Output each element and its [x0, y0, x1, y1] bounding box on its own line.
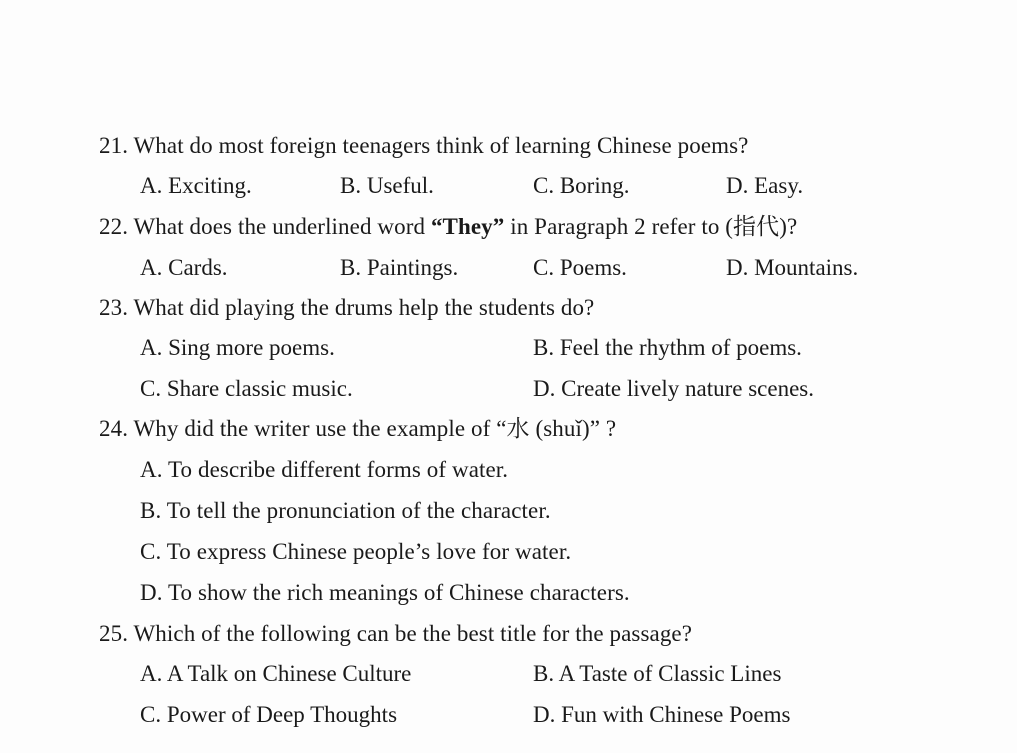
- question-25-option-a: A. A Talk on Chinese Culture: [140, 661, 412, 686]
- question-23-option-b: B. Feel the rhythm of poems.: [533, 335, 802, 360]
- question-23-options-row-1: [0, 334, 1017, 362]
- question-21-option-b: B. Useful.: [340, 173, 434, 198]
- question-22-option-b: B. Paintings.: [340, 255, 459, 280]
- question-22-stem: [99, 213, 797, 241]
- question-24-stem: 24. Why did the writer use the example of “水 (shuǐ)” ?: [99, 416, 617, 441]
- question-22-option-d: D. Mountains.: [726, 255, 859, 280]
- question-23-option-d: D. Create lively nature scenes.: [533, 376, 814, 401]
- question-23-stem: 23. What did playing the drums help the students do?: [99, 295, 595, 320]
- question-22-option-c: C. Poems.: [533, 255, 627, 280]
- question-24-option-d: D. To show the rich meanings of Chinese characters.: [140, 580, 630, 605]
- question-25-option-c: C. Power of Deep Thoughts: [140, 702, 398, 727]
- question-24-option-a: A. To describe different forms of water.: [140, 457, 509, 482]
- question-21-options: [0, 172, 1017, 200]
- question-22-stem-post: in Paragraph 2 refer to (指代)?: [504, 214, 798, 239]
- question-23-option-a: A. Sing more poems.: [140, 335, 335, 360]
- question-22-underlined-word: “They”: [430, 214, 505, 239]
- question-21-option-a: A. Exciting.: [140, 173, 252, 198]
- question-25-options-row-2: [0, 701, 1017, 729]
- question-23-option-c: C. Share classic music.: [140, 376, 353, 401]
- question-25-options-row-1: [0, 660, 1017, 688]
- question-25-option-d: D. Fun with Chinese Poems: [533, 702, 791, 727]
- question-22-options: [0, 254, 1017, 282]
- question-23-options-row-2: [0, 375, 1017, 403]
- question-22-option-a: A. Cards.: [140, 255, 228, 280]
- question-21-option-d: D. Easy.: [726, 173, 804, 198]
- question-21-stem: 21. What do most foreign teenagers think of learning Chinese poems?: [99, 133, 749, 158]
- question-24-option-b: B. To tell the pronunciation of the character.: [140, 498, 551, 523]
- question-25-option-b: B. A Taste of Classic Lines: [533, 661, 782, 686]
- question-24-option-c: C. To express Chinese people’s love for water.: [140, 539, 572, 564]
- question-22-stem-pre: 22. What does the underlined word: [99, 214, 431, 239]
- question-25-stem: 25. Which of the following can be the best title for the passage?: [99, 621, 693, 646]
- question-21-option-c: C. Boring.: [533, 173, 630, 198]
